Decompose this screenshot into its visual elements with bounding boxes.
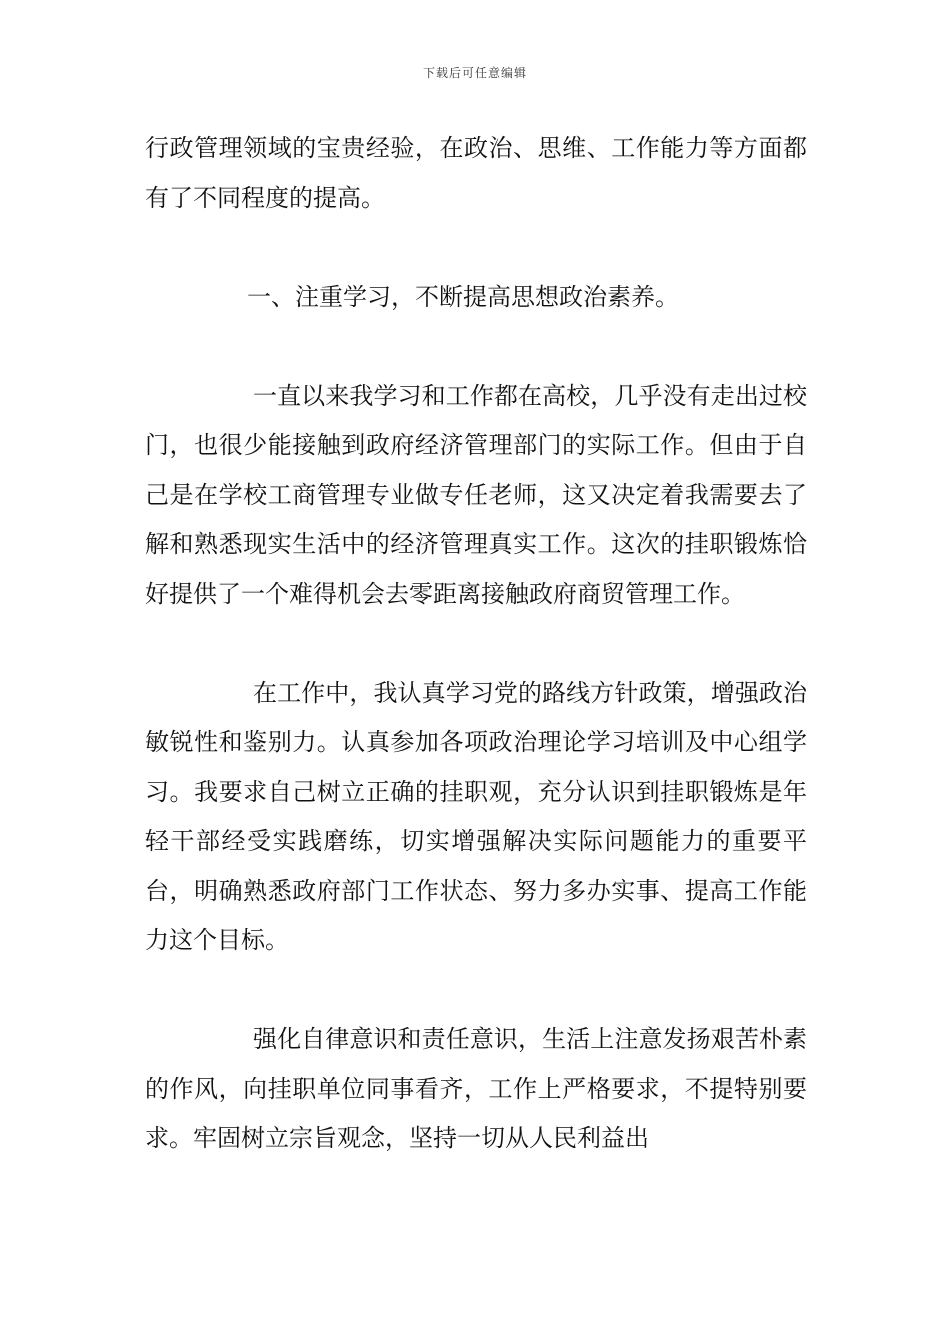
paragraph-background: 一直以来我学习和工作都在高校，几乎没有走出过校门，也很少能接触到政府经济管理部门的实际工作。但由于自己是在学校工商管理专业做专任老师，这又决定着我需要去了解和熟悉现实生活中的经济管理真实工作。这次的挂职锻炼恰好提供了一个难得机会去零距离接触政府商贸管理工作。	[145, 381, 807, 608]
paragraph-continuation: 行政管理领域的宝贵经验，在政治、思维、工作能力等方面都有了不同程度的提高。	[145, 134, 807, 212]
document-body	[145, 124, 807, 1213]
page-header: 下载后可任意编辑	[422, 66, 527, 80]
section-heading: 一、注重学习，不断提高思想政治素养。	[247, 282, 679, 311]
paragraph-study: 在工作中，我认真学习党的路线方针政策，增强政治敏锐性和鉴别力。认真参加各项政治理论学习培训及中心组学习。我要求自己树立正确的挂职观，充分认识到挂职锻炼是年轻干部经受实践磨练，切实增强解决实际问题能力的重要平台，明确熟悉政府部门工作状态、努力多办实事、提高工作能力这个目标。	[145, 678, 807, 954]
paragraph-discipline: 强化自律意识和责任意识，生活上注意发扬艰苦朴素的作风，向挂职单位同事看齐，工作上严格要求，不提特别要求。牢固树立宗旨观念，坚持一切从人民利益出	[145, 1025, 807, 1152]
